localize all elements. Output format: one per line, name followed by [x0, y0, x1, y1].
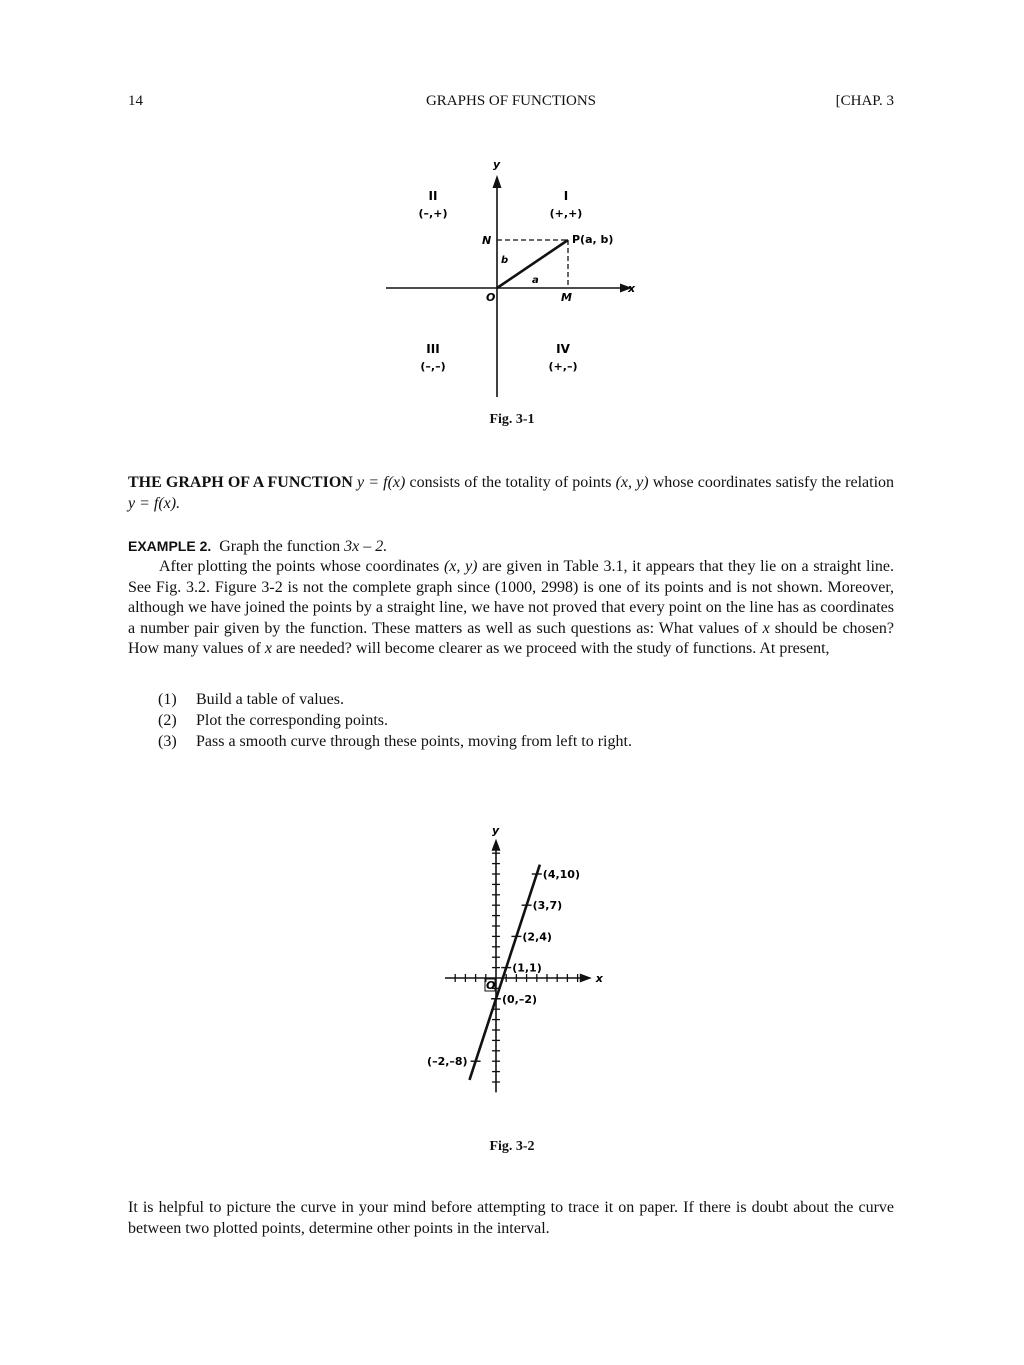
closing-paragraph: It is helpful to picture the curve in your mind before attempting to trace it on paper. If there is doubt about the curve between two plotted points, determine other points in the interval. [128, 1199, 894, 1237]
running-header [128, 93, 894, 115]
fig1-label-O: O [486, 291, 496, 304]
fig1-label-M: M [561, 291, 572, 304]
x-axis-label: x [595, 972, 603, 985]
fig1-quadrant-IV-signs: (+,–) [548, 360, 578, 373]
example-text: Graph the function [219, 538, 341, 555]
step-number: (1) [158, 691, 177, 708]
fig1-quadrant-II: II [428, 189, 438, 203]
page-number: 14 [128, 93, 143, 109]
fig1-label-a: a [532, 275, 539, 286]
example-body-b: are given in Table 3.1, it appears that they lie on a straight line. See Fig. 3.2. Figure 3-2 is not the complete graph since (1000, 2998) is one of its points and is not shown. Moreover, although we have joined the points by a straight line, we have not proved that every point on the line has as coordinates a number pair given by the function. These matters as well as such questions as: What values of [128, 558, 895, 637]
x-axis-arrow [580, 974, 592, 983]
fig1-quadrant-III-signs: (–,–) [420, 360, 446, 373]
fig1-axis-x-label: x [628, 282, 636, 295]
data-label: (4,10) [542, 868, 581, 881]
example-body-x1: x [762, 619, 770, 637]
section-pair: (x, y) [615, 474, 649, 491]
step-number: (3) [158, 732, 177, 750]
fig1-quadrant-I-signs: (+,+) [549, 207, 583, 220]
figure-3-1 [380, 155, 650, 400]
example-body-c: should be chosen? How many values of [128, 619, 894, 658]
fig1-quadrant-I: I [563, 189, 569, 203]
example-label: EXAMPLE 2. [128, 538, 212, 554]
chapter-label: [CHAP. 3 [835, 93, 894, 109]
data-label: (0,–2) [502, 992, 538, 1006]
fig1-label-b: b [501, 255, 509, 266]
running-title: GRAPHS OF FUNCTIONS [425, 93, 597, 109]
fig1-quadrant-IV: IV [556, 342, 570, 356]
fig1-quadrant-II-signs: (–,+) [418, 207, 448, 220]
y-axis-arrow [492, 839, 501, 851]
example-function: 3x – 2. [344, 538, 388, 555]
example-body-x2: x [264, 640, 272, 658]
fig1-quadrant-III: III [426, 342, 440, 356]
figure-3-2 [400, 790, 630, 1130]
definition-paragraph [128, 473, 894, 514]
fig1-y-arrow [493, 175, 502, 188]
list-item [158, 690, 632, 711]
list-item [158, 711, 632, 732]
origin-label: O [486, 979, 496, 992]
step-number: (2) [158, 711, 177, 729]
y-axis-label: y [492, 823, 500, 837]
section-formula: y = f(x) [356, 474, 406, 491]
example-body-pair: (x, y) [443, 558, 478, 575]
step-text: Build a table of values. [196, 691, 344, 708]
example-line [128, 536, 894, 558]
section-relation: y = f(x). [128, 494, 181, 512]
section-text-2: whose coordinates satisfy the relation [652, 474, 895, 491]
example-body [128, 557, 894, 660]
steps-list [158, 690, 632, 752]
section-heading: THE GRAPH OF A FUNCTION [128, 474, 353, 491]
step-text: Pass a smooth curve through these points, moving from left to right. [196, 732, 632, 750]
data-label: (2,4) [522, 930, 552, 944]
section-text-1: consists of the totality of points [409, 474, 612, 491]
fig1-label-P: P(a, b) [572, 233, 614, 246]
data-label: (1,1) [512, 961, 542, 975]
list-item [158, 732, 632, 753]
fig1-label-N: N [482, 234, 492, 247]
fig1-caption: Fig. 3-1 [489, 412, 535, 427]
example-body-a: After plotting the points whose coordinates [159, 558, 440, 575]
step-text: Plot the corresponding points. [196, 711, 388, 729]
example-body-d: are needed? will become clearer as we proceed with the study of functions. At present, [275, 640, 830, 658]
data-label: (3,7) [532, 899, 563, 913]
fig1-axis-y-label: y [493, 158, 501, 171]
fig2-caption: Fig. 3-2 [489, 1139, 535, 1154]
data-label: (–2,–8) [427, 1055, 468, 1069]
